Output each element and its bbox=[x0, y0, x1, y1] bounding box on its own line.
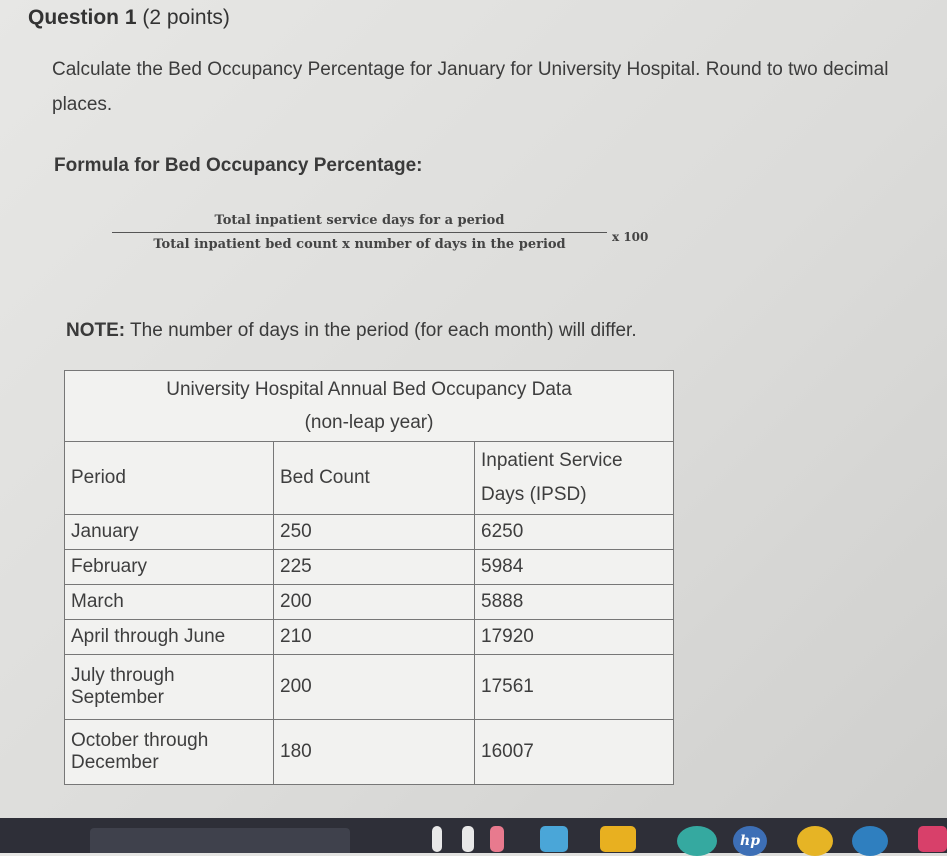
cell-period: March bbox=[65, 585, 274, 620]
cell-ipsd: 16007 bbox=[475, 720, 674, 785]
cell-period: January bbox=[65, 515, 274, 550]
cell-bed-count: 200 bbox=[274, 585, 475, 620]
table-caption-subtitle: (non-leap year) bbox=[304, 412, 434, 433]
question-points: (2 points) bbox=[142, 6, 230, 29]
question-prompt: Calculate the Bed Occupancy Percentage for January for University Hospital. Round to two decimal places. bbox=[52, 59, 889, 115]
cell-ipsd: 5984 bbox=[475, 550, 674, 585]
cell-period: July through September bbox=[65, 655, 274, 720]
cell-ipsd: 17561 bbox=[475, 655, 674, 720]
table-row bbox=[65, 655, 674, 720]
table-row bbox=[65, 550, 674, 585]
cell-period: October through December bbox=[65, 720, 274, 785]
cell-ipsd: 6250 bbox=[475, 515, 674, 550]
chrome-icon[interactable] bbox=[797, 826, 833, 856]
formula-fraction bbox=[112, 213, 607, 252]
task-view-icon[interactable] bbox=[432, 826, 442, 852]
cell-bed-count: 200 bbox=[274, 655, 475, 720]
table-row bbox=[65, 720, 674, 785]
table-row bbox=[65, 620, 674, 655]
table-header-row bbox=[65, 442, 674, 515]
occupancy-table bbox=[64, 370, 674, 785]
app-icon[interactable] bbox=[852, 826, 888, 856]
formula-heading: Formula for Bed Occupancy Percentage: bbox=[54, 155, 423, 176]
table-caption bbox=[65, 371, 674, 442]
formula-denominator: Total inpatient bed count x number of days in the period bbox=[153, 237, 566, 252]
taskbar bbox=[0, 818, 947, 853]
taskbar-search-area[interactable] bbox=[90, 828, 350, 853]
header-period: Period bbox=[65, 442, 274, 515]
table-caption-title: University Hospital Annual Bed Occupancy Data bbox=[166, 379, 572, 400]
mail-icon[interactable] bbox=[490, 826, 504, 852]
cell-ipsd: 5888 bbox=[475, 585, 674, 620]
cell-period: April through June bbox=[65, 620, 274, 655]
office-icon[interactable] bbox=[918, 826, 947, 852]
header-bed-count: Bed Count bbox=[274, 442, 475, 515]
formula-multiplier: x 100 bbox=[612, 230, 649, 244]
edge-icon[interactable] bbox=[540, 826, 568, 852]
browser-icon[interactable] bbox=[677, 826, 717, 856]
note bbox=[66, 320, 637, 342]
cell-ipsd: 17920 bbox=[475, 620, 674, 655]
cell-bed-count: 210 bbox=[274, 620, 475, 655]
file-explorer-icon[interactable] bbox=[600, 826, 636, 852]
cell-period: February bbox=[65, 550, 274, 585]
cell-bed-count: 225 bbox=[274, 550, 475, 585]
table-row bbox=[65, 585, 674, 620]
question-title bbox=[28, 6, 230, 30]
widgets-icon[interactable] bbox=[462, 826, 474, 852]
table-row bbox=[65, 515, 674, 550]
note-text: The number of days in the period (for each month) will differ. bbox=[125, 320, 637, 341]
note-label: NOTE: bbox=[66, 320, 126, 341]
header-ipsd: Inpatient Service Days (IPSD) bbox=[475, 442, 674, 515]
cell-bed-count: 250 bbox=[274, 515, 475, 550]
hp-icon[interactable]: hp bbox=[733, 826, 767, 856]
cell-bed-count: 180 bbox=[274, 720, 475, 785]
question-number: Question 1 bbox=[28, 6, 137, 29]
formula-numerator: Total inpatient service days for a period bbox=[112, 213, 607, 233]
